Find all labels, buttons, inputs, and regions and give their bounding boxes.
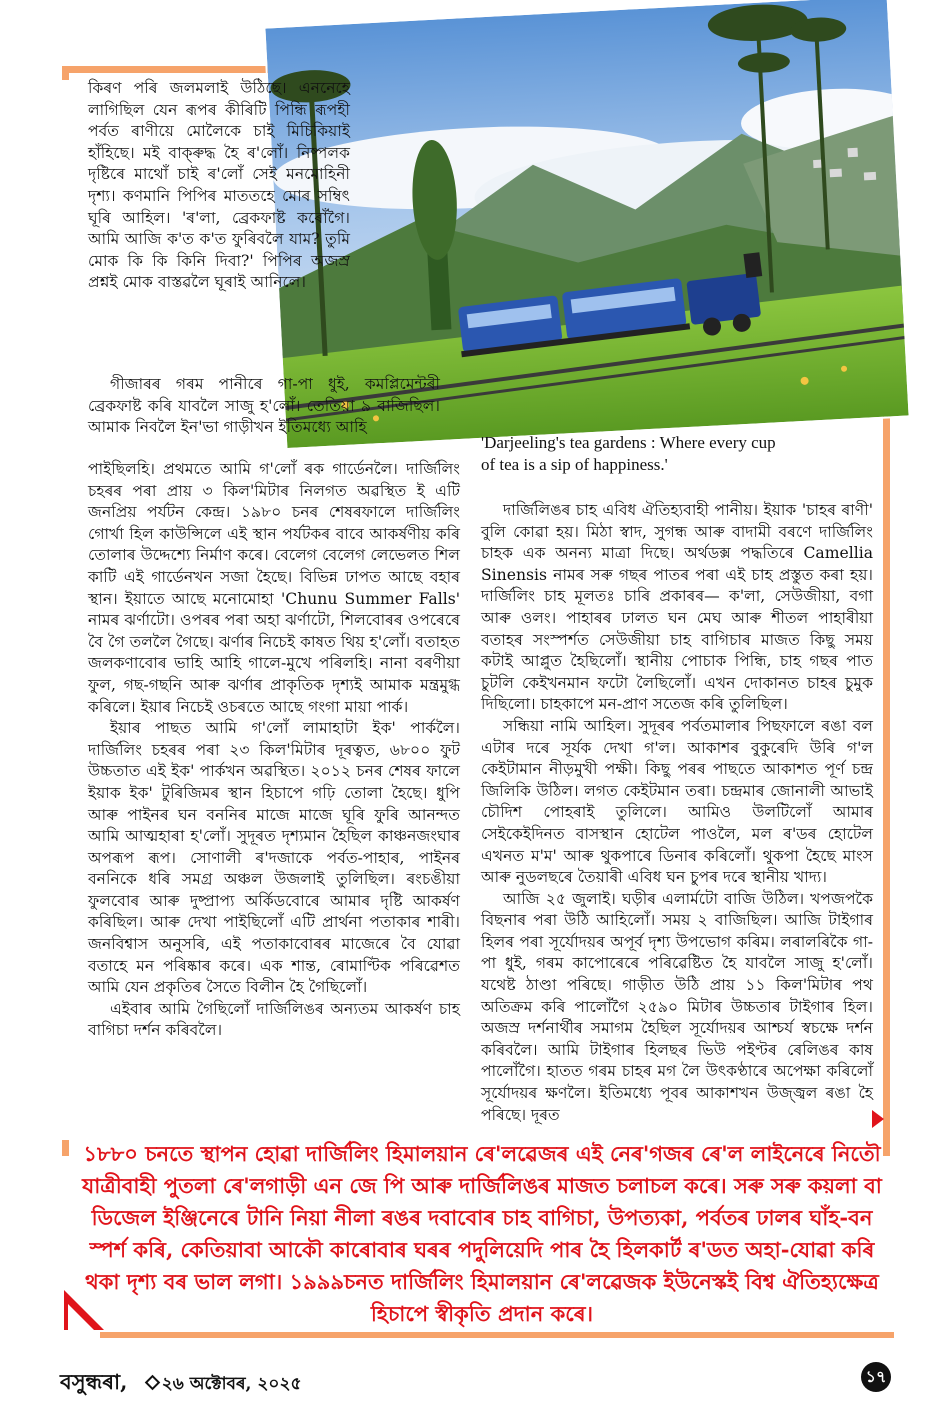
- page-number-badge: ১৭: [861, 1362, 891, 1392]
- continue-arrow-icon: [872, 1110, 884, 1128]
- article-right-body: দাৰ্জিলিঙৰ চাহ এবিধ ঐতিহ্যবাহী পানীয়। ইয়াক 'চাহৰ ৰাণী' বুলি কোৱা হয়। মিঠা স্বাদ, সুগন্ধ আৰু বাদামী বৰণে দাৰ্জিলিং চাহক এক অনন্য মাত্ৰা দিছে। অৰ্থডক্স পদ্ধতিৰে Camellia Sinensis নামৰ সৰু গছৰ পাতৰ পৰা এই চাহ প্ৰস্তুত কৰা হয়। দাৰ্জিলিং চাহ মূলতঃ চাৰি প্ৰকাৰৰ— ক'লা, সেউজীয়া, বগা আৰু ওলং। পাহাৰৰ ঢালত ঘন মেঘ আৰু শীতল পাহাৰীয়া বতাহৰ সংস্পৰ্শত সেউজীয়া চাহ বাগিচাৰ মাজত কিছু সময় কটাই আপ্লুত হৈছিলোঁ। স্থানীয় পোচাক পিন্ধি, চাহ গছৰ পাত চুটলি কেইখনমান ফটো লৈছিলোঁ। এখন দোকানত চাহৰ চুমুক দিছিলো। চাহকাপে মন-প্ৰাণ সতেজ কৰি তুলিছিল। সন্ধিয়া নামি আহিল। সুদূৰৰ পৰ্বতমালাৰ পিছফালে ৰঙা বল এটাৰ দৰে সূৰ্যক দেখা গ'ল। আকাশৰ বুকুৰেদি উৰি গ'ল কেইটামান নীড়মুখী পক্ষী। কিছু পৰৰ পাছতে আকাশত পূৰ্ণ চন্দ্ৰ জিলিকি উঠিল। লগত কেইটমান তৰা। চন্দ্ৰমাৰ জোনালী আভাই চৌদিশ পোহৰাই তুলিলে। আমিও উলটিলোঁ আমাৰ সেইকেইদিনত বাসস্থান হোটেল পাওলৈ, মল ৰ'ডৰ হোটেল এখনত ম'ম' আৰু থুকপাৰে ডিনাৰ কৰিলোঁ। থুকপা হৈছে মাংস আৰু নুডলছৰে তৈয়াৰী এবিধ ঘন চুপৰ দৰে স্থানীয় খাদ্য। আজি ২৫ জুলাই। ঘড়ীৰ এলাৰ্মটো বাজি উঠিল। খপজপকৈ বিছনাৰ পৰা উঠি আহিলোঁ। সময় ২ বাজিছিল। আজি টাইগাৰ হিলৰ পৰা সূৰ্যোদয়ৰ অপূৰ্ব দৃশ্য উপভোগ কৰিম। লৰালৰিকৈ গা-পা ধুই, গৰম কাপোৰেৰে পৰিৱেষ্টিত হৈ যাবলৈ সাজু হ'লোঁ। যথেষ্ট ঠাণ্ডা পৰিছে। গাড়ীত উঠি প্ৰায় ১১ কিল'মিটাৰ পথ অতিক্ৰম কৰি পালোঁগৈ ২৫৯০ মিটাৰ উচ্চতাৰ টাইগাৰ হিল। অজস্ৰ দৰ্শনাৰ্থীৰ সমাগম হৈছিল সূৰ্যোদয়ৰ আশ্চৰ্য স্বচক্ষে দৰ্শন কৰিবলৈ। আমি টাইগাৰ হিলছৰ ভিউ পইণ্টৰ ৰেলিঙৰ কাষ পালোঁগৈ। হাতত গৰম চাহৰ মগ লৈ উৎকণ্ঠাৰে অপেক্ষা কৰিলোঁ সূৰ্যোদয়ৰ ক্ষণলৈ। ইতিমধ্যে পূবৰ আকাশখন উজ্জ্বল ৰঙা হৈ পৰিছে। দূৰত: [481, 501, 873, 1124]
- issue-date: ২৬ অক্টোবৰ, ২০২৫: [147, 1374, 302, 1394]
- article-left-body: পাইছিলহি। প্ৰথমতে আমি গ'লোঁ ৰক গাৰ্ডেনলৈ। দাৰ্জিলিং চহৰৰ পৰা প্ৰায় ৩ কিল'মিটাৰ নিলগত অৱস্থিত ই এটি জনপ্ৰিয় পৰ্যটন কেন্দ্ৰ। ১৯৮০ চনৰ শেষৰফালে দাৰ্জিলিং গোৰ্খা হিল কাউন্সিলে এই স্থান পৰ্যটকৰ বাবে আকৰ্ষণীয় কৰি তোলাৰ উদ্দেশ্যে নিৰ্মাণ কৰে। বেলেগ বেলেগ লেভেলত শিল কাটি এই গাৰ্ডেনখন সজা হৈছে। বিভিন্ন ঢাপত আছে বহাৰ স্থান। ইয়াতে আছে মনোমোহা 'Chunu Summer Falls' নামৰ ঝৰ্ণাটো। ওপৰৰ পৰা অহা ঝৰ্ণাটো, শিলবোৰৰ ওপৰেৰে বৈ গৈ তললৈ গৈছে। ঝৰ্ণাৰ নিচেই কাষত থিয় হ'লোঁ। বতাহত জলকণাবোৰ ভাহি আহি গালে-মুখে পৰিলহি। নানা বৰণীয়া ফুল, গছ-গছনি আৰু ঝৰ্ণাৰ প্ৰাকৃতিক দৃশ্যই আমাক মন্ত্ৰমুগ্ধ কৰিলে। ইয়াৰ নিচেই ওচৰতে আছে গংগা মায়া পাৰ্ক। ইয়াৰ পাছত আমি গ'লোঁ লামাহাটা ইক' পাৰ্কলৈ। দাৰ্জিলিং চহৰৰ পৰা ২৩ কিল'মিটাৰ দূৰত্বত, ৬৮০০ ফুট উচ্চতাত এই ইক' পাৰ্কখন অৱস্থিত। ২০১২ চনৰ শেষৰ ফালে ইয়াক ইক' টুৰিজিমৰ স্থান হিচাপে গঢ়ি তোলা হৈছে। ধুপি আৰু পাইনৰ ঘন বননিৰ মাজে মাজে ঘূৰি ফুৰি আনন্দত আমি আত্মহাৰা হ'লোঁ। সুদূৰত দৃশ্যমান হৈছিল কাঞ্চনজংঘাৰ অপৰূপ ৰূপ। সোণালী ৰ'দজাকে পৰ্বত-পাহাৰ, পাইনৰ বননিকে ধৰি সমগ্ৰ অঞ্চল উজলাই তুলিছিল। ৰংচঙীয়া ফুলবোৰ আৰু দুষ্প্ৰাপ্য অৰ্কিডবোৰে আমাৰ দৃষ্টি আকৰ্ষণ কৰিছিল। আৰু দেখা পাইছিলোঁ এটি প্ৰাৰ্থনা পতাকাৰ শাৰী। জনবিশ্বাস অনুসৰি, এই পতাকাবোৰৰ মাজেৰে বৈ যোৱা বতাহে মন পৰিষ্কাৰ কৰে। এক শান্ত, ৰোমাণ্টিক পৰিৱেশত আমি যেন প্ৰকৃতিৰ সৈতে বিলীন হৈ গৈছিলোঁ। এইবাৰ আমি গৈছিলোঁ দাৰ্জিলিঙৰ অন্যতম আকৰ্ষণ চাহ বাগিচা দৰ্শন কৰিবলৈ।: [88, 460, 460, 1040]
- railway-highlight-text: ১৮৮০ চনতে স্থাপন হোৱা দাৰ্জিলিং হিমালয়ান ৰে'লৱেজৰ এই নেৰ'গজৰ ৰে'ল লাইনেৰে নিতৌ যাত্ৰীবাহী পুতলা ৰে'লগাড়ী এন জে পি আৰু দাৰ্জিলিঙৰ মাজত চলাচল কৰে। সৰু সৰু কয়লা বা ডিজেল ইঞ্জিনেৰে টানি নিয়া নীলা ৰঙৰ দবাবোৰ চাহ বাগিচা, উপত্যকা, পৰ্বতৰ ঢালৰ ঘাঁহ-বন স্পৰ্শ কৰি, কেতিয়াবা আকৌ কাৰোবাৰ ঘৰৰ পদুলিয়েদি পাৰ হৈ হিলকাৰ্ট ৰ'ডত অহা-যোৱা কৰি থকা দৃশ্য বৰ ভাল লগা। ১৯৯৯চনত দাৰ্জিলিং হিমালয়ান ৰে'লৱেজক ইউনেস্কই বিশ্ব ঐতিহ্যক্ষেত্ৰ হিচাপে স্বীকৃতি প্ৰদান কৰে।: [82, 1141, 882, 1326]
- magazine-name: বসুন্ধৰা,: [60, 1369, 128, 1394]
- bottom-orange-rule: [100, 1332, 894, 1338]
- photo-caption: 'Darjeeling's tea gardens : Where every cup of tea is a sip of happiness.': [481, 433, 776, 474]
- page-footer: [60, 1366, 302, 1401]
- article-col1-intro: কিৰণ পৰি জলমলাই উঠিছে। এননেহে লাগিছিল যেন ৰূপৰ কীৰিটি পিন্ধি ৰূপহী পৰ্বত ৰাণীয়ে মোলৈকে চাই মিচিকিয়াই হাঁহিছে। মই বাক্‌ৰুদ্ধ হৈ ৰ'লোঁ। নিষ্পলক দৃষ্টিৰে মাথোঁ চাই ৰ'লোঁ সেই মনমোহিনী দৃশ্য। কণমানি পিপিৰ মাততহে মোৰ সম্বিৎ ঘূৰি আহিল। 'ৰ'লা, ব্ৰেকফাষ্ট কৰোঁগৈ। আমি আজি ক'ত ক'ত ফুৰিবলৈ যাম? তুমি মোক কি কি কিনি দিবা?' পিপিৰ অজস্ৰ প্ৰশ্নই মোক বাস্তৱলৈ ঘূৰাই আনিলে।: [88, 79, 350, 292]
- diamond-icon: [144, 1375, 160, 1391]
- article-col1-para2: গীজাৰৰ গৰম পানীৰে গা-পা ধুই, কমপ্লিমেন্টৰী ব্ৰেকফাষ্ট কৰি যাবলৈ সাজু হ'লোঁ। তেতিয়া ৯ বাজিছিল। আমাক নিবলৈ ইন'ভা গাড়ীখন ইতিমধ্যে আহি: [88, 375, 440, 437]
